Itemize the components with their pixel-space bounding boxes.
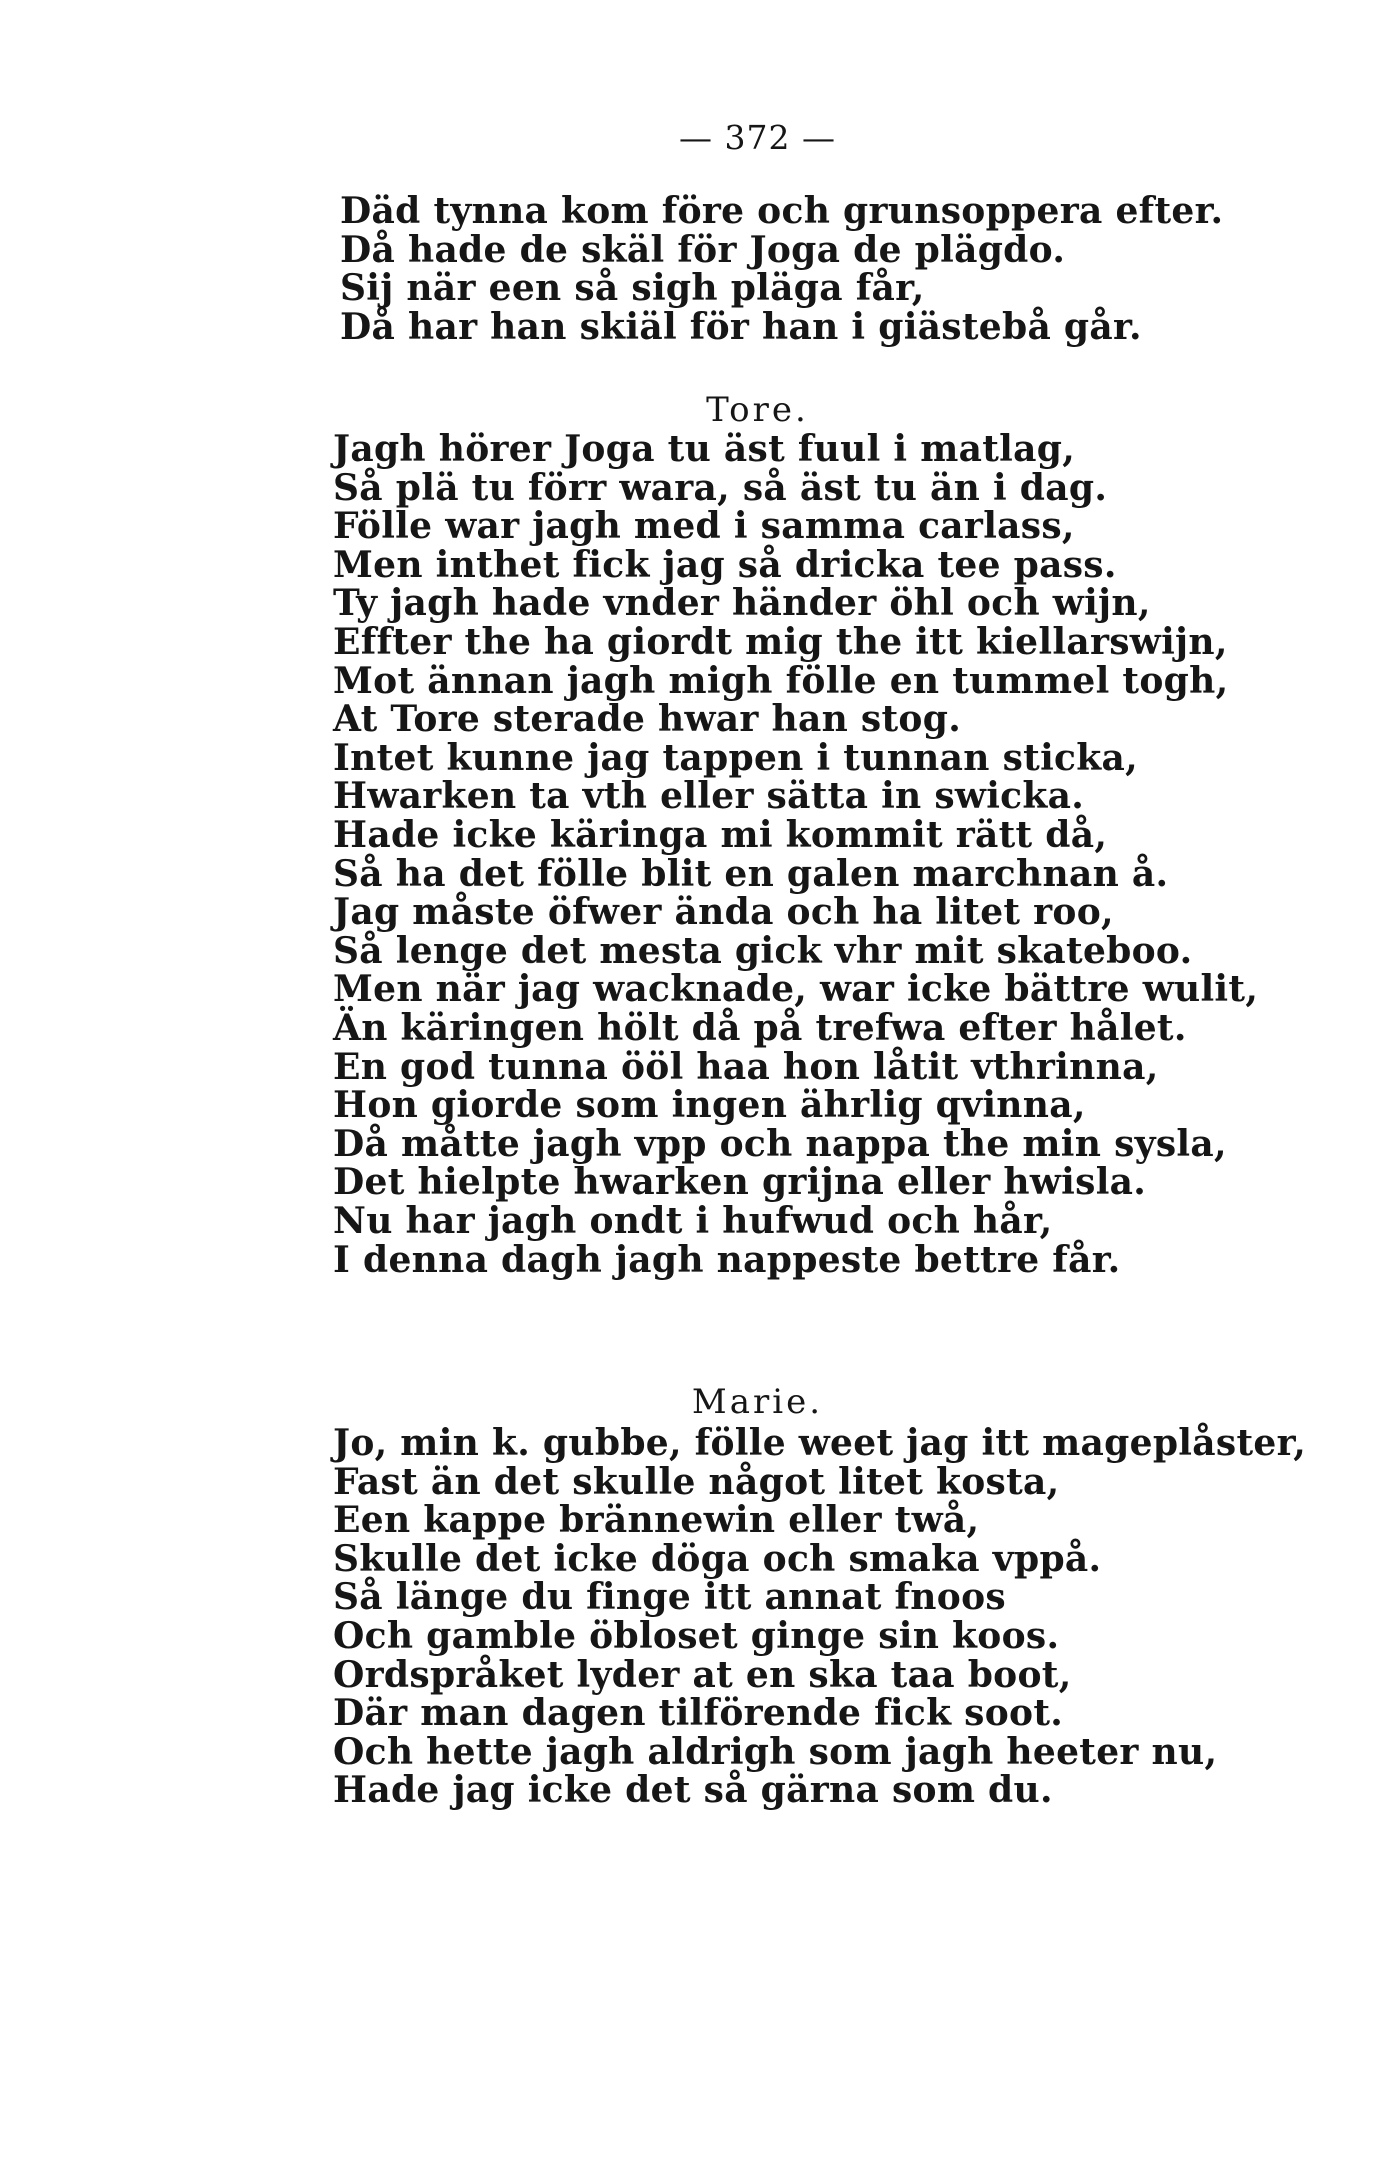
speaker-heading-marie: Marie. xyxy=(691,1382,824,1422)
verse-line: Hade icke käringa mi kommit rätt då, xyxy=(333,814,1108,856)
verse-line: Men när jag wacknade, war icke bättre wulit, xyxy=(333,968,1259,1011)
verse-line: Sij när een så sigh pläga får, xyxy=(340,267,925,309)
verse-line: Då måtte jagh vpp och nappa the min sysla, xyxy=(333,1122,1227,1165)
verse-line: Ordspråket lyder at en ska taa boot, xyxy=(333,1653,1072,1696)
verse-line: Däd tynna kom före och grunsoppera efter. xyxy=(340,190,1224,232)
verse-line: Hade jag icke det så gärna som du. xyxy=(333,1769,1053,1812)
verse-line: Skulle det icke döga och smaka vppå. xyxy=(333,1537,1102,1580)
verse-line: Då hade de skäl för Joga de plägdo. xyxy=(340,228,1066,271)
verse-line: Då har han skiäl för han i giästebå går. xyxy=(340,305,1142,348)
verse-line: Jag måste öfwer ända och ha litet roo, xyxy=(333,891,1114,934)
verse-line: Ty jagh hade vnder händer öhl och wijn, xyxy=(333,582,1151,625)
verse-line: I denna dagh jagh nappeste bettre får. xyxy=(333,1238,1121,1281)
verse-line: Så länge du finge itt annat fnoos xyxy=(333,1576,1006,1619)
verse-line: Fölle war jagh med i samma carlass, xyxy=(333,505,1075,548)
verse-line: Fast än det skulle något litet kosta, xyxy=(333,1460,1060,1503)
verse-line: Hon giorde som ingen ährlig qvinna, xyxy=(333,1084,1086,1127)
verse-line: Mot ännan jagh migh fölle en tummel togh, xyxy=(333,659,1229,702)
verse-line: Så plä tu förr wara, så äst tu än i dag. xyxy=(333,466,1108,509)
verse-line: Nu har jagh ondt i hufwud och hår, xyxy=(333,1200,1053,1242)
verse-line: Och gamble öbloset ginge sin koos. xyxy=(333,1615,1060,1657)
verse-line: Det hielpte hwarken grijna eller hwisla. xyxy=(333,1161,1147,1204)
page-number: — 372 — xyxy=(679,118,836,157)
speaker-heading-tore: Tore. xyxy=(706,390,809,430)
verse-line: Jagh hörer Joga tu äst fuul i matlag, xyxy=(333,428,1076,470)
verse-line: Så ha det fölle blit en galen marchnan å. xyxy=(333,852,1169,895)
verse-line: Så lenge det mesta gick vhr mit skateboo. xyxy=(333,929,1193,972)
verse-line: Och hette jagh aldrigh som jagh heeter nu, xyxy=(333,1730,1218,1773)
verse-line: Intet kunne jag tappen i tunnan sticka, xyxy=(333,736,1138,779)
verse-line: Där man dagen tilförende fick soot. xyxy=(333,1692,1064,1735)
verse-line: En god tunna ööl haa hon låtit vthrinna, xyxy=(333,1045,1159,1088)
verse-line: At Tore sterade hwar han stog. xyxy=(333,698,962,741)
verse-line: Men inthet fick jag så dricka tee pass. xyxy=(333,543,1117,586)
verse-line: Een kappe brännewin eller twå, xyxy=(333,1499,980,1542)
verse-line: Jo, min k. gubbe, fölle weet jag itt mageplåster, xyxy=(333,1422,1307,1464)
verse-line: Effter the ha giordt mig the itt kiellarswijn, xyxy=(333,621,1228,663)
verse-line: Än käringen hölt då på trefwa efter hålet. xyxy=(333,1007,1187,1049)
verse-line: Hwarken ta vth eller sätta in swicka. xyxy=(333,775,1085,818)
